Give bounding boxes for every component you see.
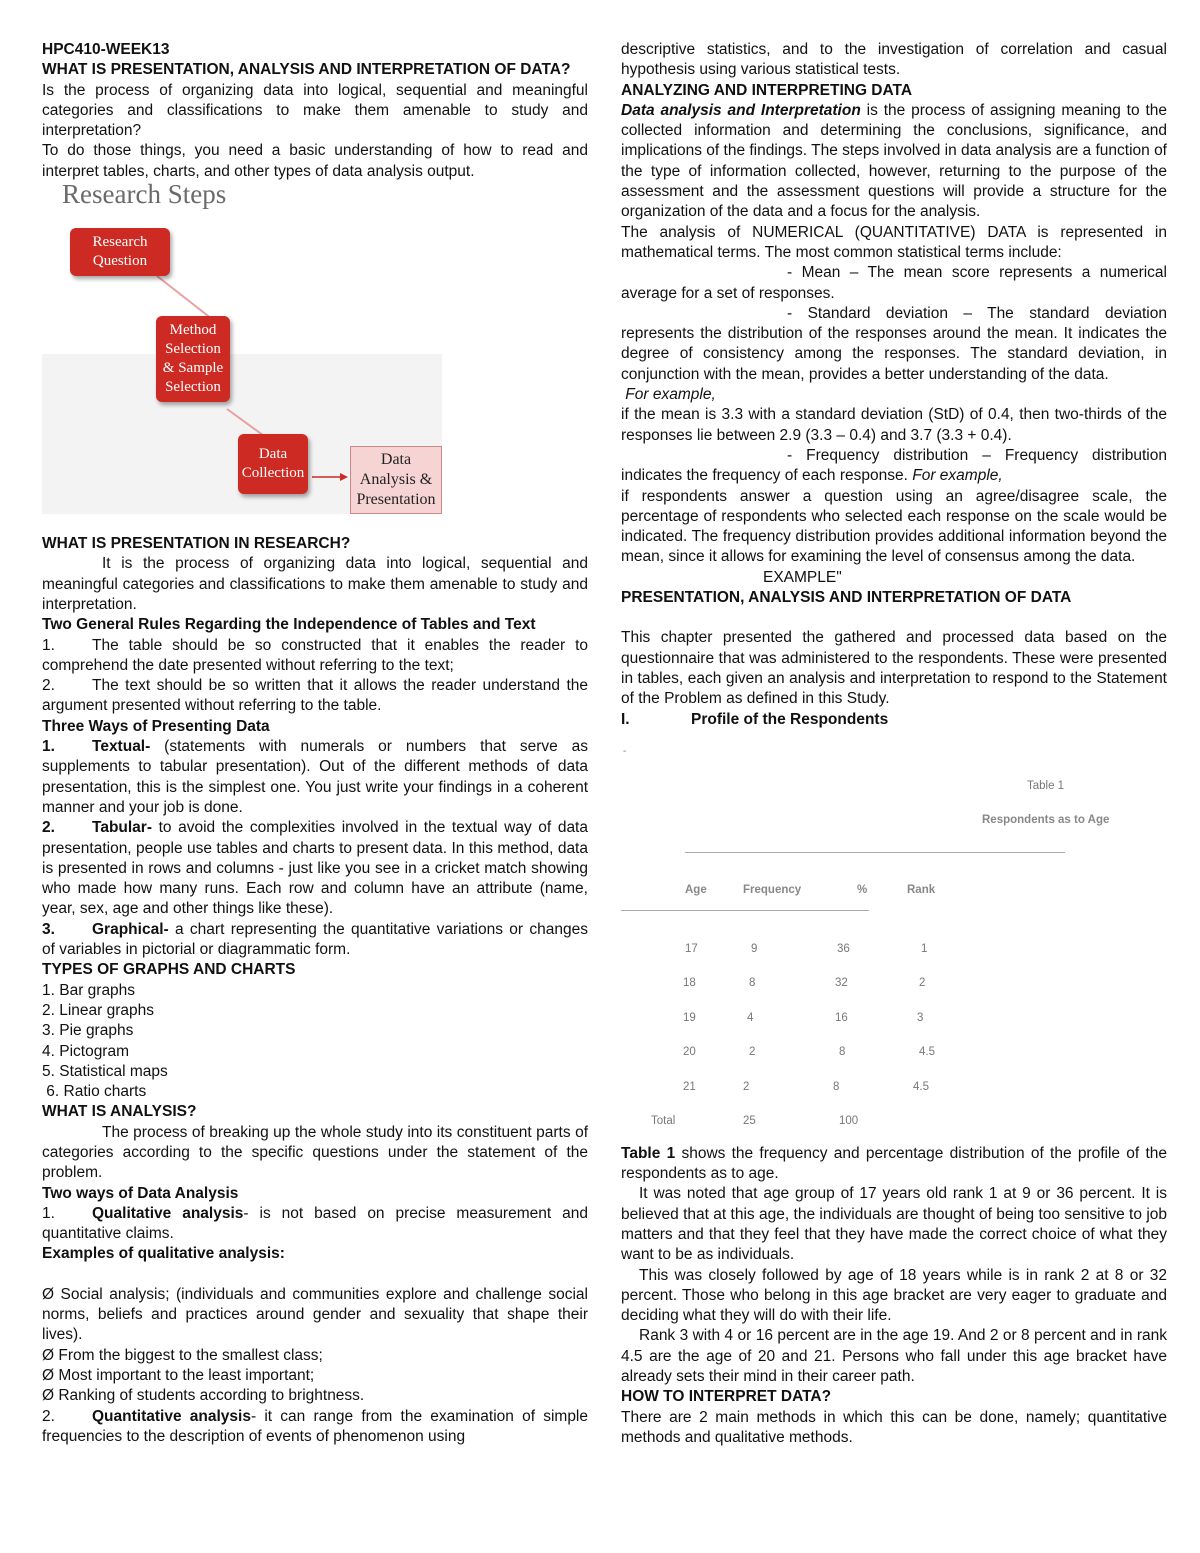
chapter-paragraph: This chapter presented the gathered and processed data based on the questionnaire that was administered to the respondents. These were presented in tables, each given an analysis and interpretation to respond to the Statement of the Problem as defined in this Study.: [621, 629, 1167, 708]
table-cell: 20: [683, 1045, 696, 1058]
list-item: 3. Pie graphs: [42, 1022, 134, 1040]
analysis-heading: WHAT IS ANALYSIS?: [42, 1103, 197, 1121]
table-description: Table 1 shows the frequency and percentage distribution of the profile of the respondents as to age.: [621, 1144, 1167, 1183]
for-example-label: For example,: [621, 386, 716, 404]
way-item: 3. Graphical- a chart representing the quantitative variations or changes of variables in pictorial or diagrammatic form.: [42, 920, 588, 959]
table-cell: 4.5: [913, 1080, 929, 1093]
table-cell: 16: [835, 1011, 848, 1024]
table-cell: 2: [743, 1080, 750, 1093]
step-data-analysis: [350, 446, 442, 514]
table-cell: 2: [749, 1045, 756, 1058]
mean-item: - Mean – The mean score represents a numerical average for a set of responses.: [621, 264, 1167, 302]
types-list: [42, 981, 588, 1103]
table-cell: 21: [683, 1080, 696, 1093]
interpretation-paragraph-2: This was closely followed by age of 18 years while is in rank 2 at 8 or 32 percent. Those who belong in this age bracket are very eager to graduate and deciding what they will do with their life.: [621, 1266, 1167, 1325]
way-item: 2. Tabular- to avoid the complexities involved in the textual way of data presentation, people use tables and charts to present data. In this method, data is presented in rows and columns - just like you see in a cricket match showing who made how many runs. Each row and column have an attribute (name, year, sex, age and other things like these).: [42, 819, 588, 918]
example-label: EXAMPLE": [763, 568, 842, 586]
left-column: [42, 40, 588, 1447]
continued-paragraph: descriptive statistics, and to the investigation of correlation and casual hypothesis using various statistical tests.: [621, 41, 1167, 79]
diagram-title: Research Steps: [62, 179, 227, 210]
way-item: 1. Textual- (statements with numerals or numbers that serve as supplements to tabular presentation). Out of the different methods of data presentation, this is the simplest one. You just write your findings in a coherent manner and your job is done.: [42, 738, 588, 816]
sd-item: - Standard deviation – The standard deviation represents the distribution of the responses around the mean. It indicates the degree of consistency among the responses. The standard deviation, in conjunction with the mean, provides a better understanding of the data.: [621, 304, 1167, 383]
how-paragraph: There are 2 main methods in which this can be done, namely; quantitative methods and qualitative methods.: [621, 1408, 1167, 1446]
table-cell: 9: [751, 942, 758, 955]
analyzing-heading: ANALYZING AND INTERPRETING DATA: [621, 81, 913, 99]
rule-item: 2. The text should be so written that it allows the reader understand the argument presented without referring to the table.: [42, 677, 588, 715]
table-total-cell: Total: [651, 1114, 676, 1127]
sd-example: if the mean is 3.3 with a standard deviation (StD) of 0.4, then two-thirds of the responses lie between 2.9 (3.3 – 0.4) and 3.7 (3.3 + 0.4).: [621, 406, 1167, 444]
right-column: [621, 40, 1167, 1448]
table-cell: 32: [835, 976, 848, 989]
two-ways-heading: Two ways of Data Analysis: [42, 1184, 239, 1202]
list-item: Ø Social analysis; (individuals and communities explore and challenge social norms, beliefs and practices around gender and sexuality that shape their lives).: [42, 1285, 588, 1344]
table-header: Frequency: [743, 883, 802, 896]
table-cell: 36: [837, 942, 850, 955]
list-item: Ø From the biggest to the smallest class;: [42, 1346, 323, 1364]
list-item: 5. Statistical maps: [42, 1062, 168, 1080]
table-cell: 1: [921, 942, 928, 955]
frequency-item: - Frequency distribution – Frequency distribution indicates the frequency of each response. For example,: [621, 446, 1167, 485]
main-heading: WHAT IS PRESENTATION, ANALYSIS AND INTERPRETATION OF DATA?: [42, 61, 571, 79]
table-caption: Table 1: [1027, 779, 1065, 792]
table-cell: 8: [749, 976, 756, 989]
intro-paragraph-1: Is the process of organizing data into logical, sequential and meaningful categories and classifications to make them amenable to study and interpretation?: [42, 81, 588, 140]
course-code: HPC410-WEEK13: [42, 41, 170, 58]
step-method-selection-label: Method Selection & Sample Selection: [162, 322, 224, 396]
analysis-paragraph: The process of breaking up the whole study into its constituent parts of categories according to the specific questions under the statement of the problem.: [42, 1123, 588, 1182]
table-cell: 2: [919, 976, 926, 989]
table-dot: -: [623, 745, 627, 757]
pai-heading: PRESENTATION, ANALYSIS AND INTERPRETATION OF DATA: [621, 589, 1072, 607]
step-method-selection: [156, 316, 230, 402]
list-item: 2. Linear graphs: [42, 1001, 155, 1019]
table-top-rule: [685, 852, 1065, 853]
table-subtitle: Respondents as to Age: [982, 813, 1110, 826]
list-item: Ø Most important to the least important;: [42, 1366, 315, 1384]
research-steps-diagram: [42, 179, 442, 514]
rules-heading: Two General Rules Regarding the Independence of Tables and Text: [42, 616, 536, 634]
data-analysis-paragraph: Data analysis and Interpretation is the process of assigning meaning to the collected information and determining the conclusions, significance, and implications of the findings. The steps involved in data analysis are a function of the type of information collected, however, returning to the purpose of the assessment and the assessment questions will provide a structure for the organization of the data and a focus for the analysis.: [621, 101, 1167, 221]
table-cell: 8: [839, 1045, 846, 1058]
numerical-paragraph: The analysis of NUMERICAL (QUANTITATIVE) DATA is represented in mathematical terms. The most common statistical terms include:: [621, 223, 1167, 261]
table-cell: 4: [747, 1011, 754, 1024]
types-heading: TYPES OF GRAPHS AND CHARTS: [42, 961, 296, 979]
how-heading: HOW TO INTERPRET DATA?: [621, 1388, 832, 1406]
table-header: Rank: [907, 883, 936, 896]
section-heading: I. Profile of the Respondents: [621, 710, 889, 728]
presentation-paragraph: It is the process of organizing data into logical, sequential and meaningful categories and classifications to make them amenable to study and interpretation.: [42, 555, 588, 613]
list-item: 4. Pictogram: [42, 1042, 130, 1060]
intro-paragraph-2: To do those things, you need a basic understanding of how to read and interpret tables, charts, and other types of data analysis output.: [42, 142, 588, 180]
table-cell: 17: [685, 942, 698, 955]
list-item: 6. Ratio charts: [42, 1083, 147, 1101]
age-table-image: [621, 730, 1167, 1130]
presentation-heading: WHAT IS PRESENTATION IN RESEARCH?: [42, 535, 351, 553]
interpretation-paragraph-3: Rank 3 with 4 or 16 percent are in the age 19. And 2 or 8 percent and in rank 4.5 are the age of 20 and 21. Persons who fall under this age bracket have already sets their mind in their career path.: [621, 1327, 1167, 1386]
interpretation-paragraph-1: It was noted that age group of 17 years old rank 1 at 9 or 36 percent. It is believed that at this age, the individuals are thought of being too sensitive to job matters and that they feel that they have made the correct choice of what they want to be as individuals.: [621, 1185, 1167, 1264]
step-research-question: [70, 228, 170, 276]
list-item: 1. Bar graphs: [42, 981, 136, 999]
table-header: %: [857, 883, 868, 896]
rule-item: 1. The table should be so constructed that it enables the reader to comprehend the date presented without referring to the text;: [42, 636, 588, 674]
list-item: Ø Ranking of students according to brightness.: [42, 1387, 365, 1405]
ways-heading: Three Ways of Presenting Data: [42, 717, 270, 735]
qualitative-item: 1. Qualitative analysis- is not based on precise measurement and quantitative claims.: [42, 1204, 588, 1243]
frequency-example: if respondents answer a question using an agree/disagree scale, the percentage of respondents who selected each response on the scale would be indicated. The frequency distribution provides additional information beyond the mean, since it allows for examining the level of consensus among the data.: [621, 487, 1167, 566]
table-total-cell: 25: [743, 1114, 756, 1127]
table-cell: 3: [917, 1011, 924, 1024]
table-header-rule: [621, 910, 869, 911]
table-header: Age: [685, 883, 707, 896]
table-total-cell: 100: [839, 1114, 859, 1127]
qualitative-examples-heading: Examples of qualitative analysis:: [42, 1245, 285, 1263]
step-research-question-label: Research Question: [92, 234, 148, 270]
step-data-analysis-label: Data Analysis & Presentation: [356, 451, 436, 509]
quantitative-item: 2. Quantitative analysis- it can range from the examination of simple frequencies to the description of events of phenomenon using: [42, 1407, 589, 1445]
step-data-collection: [238, 434, 308, 494]
table-cell: 8: [833, 1080, 840, 1093]
table-cell: 18: [683, 976, 696, 989]
step-data-collection-label: Data Collection: [241, 446, 305, 482]
table-cell: 4.5: [919, 1045, 935, 1058]
table-cell: 19: [683, 1011, 696, 1024]
